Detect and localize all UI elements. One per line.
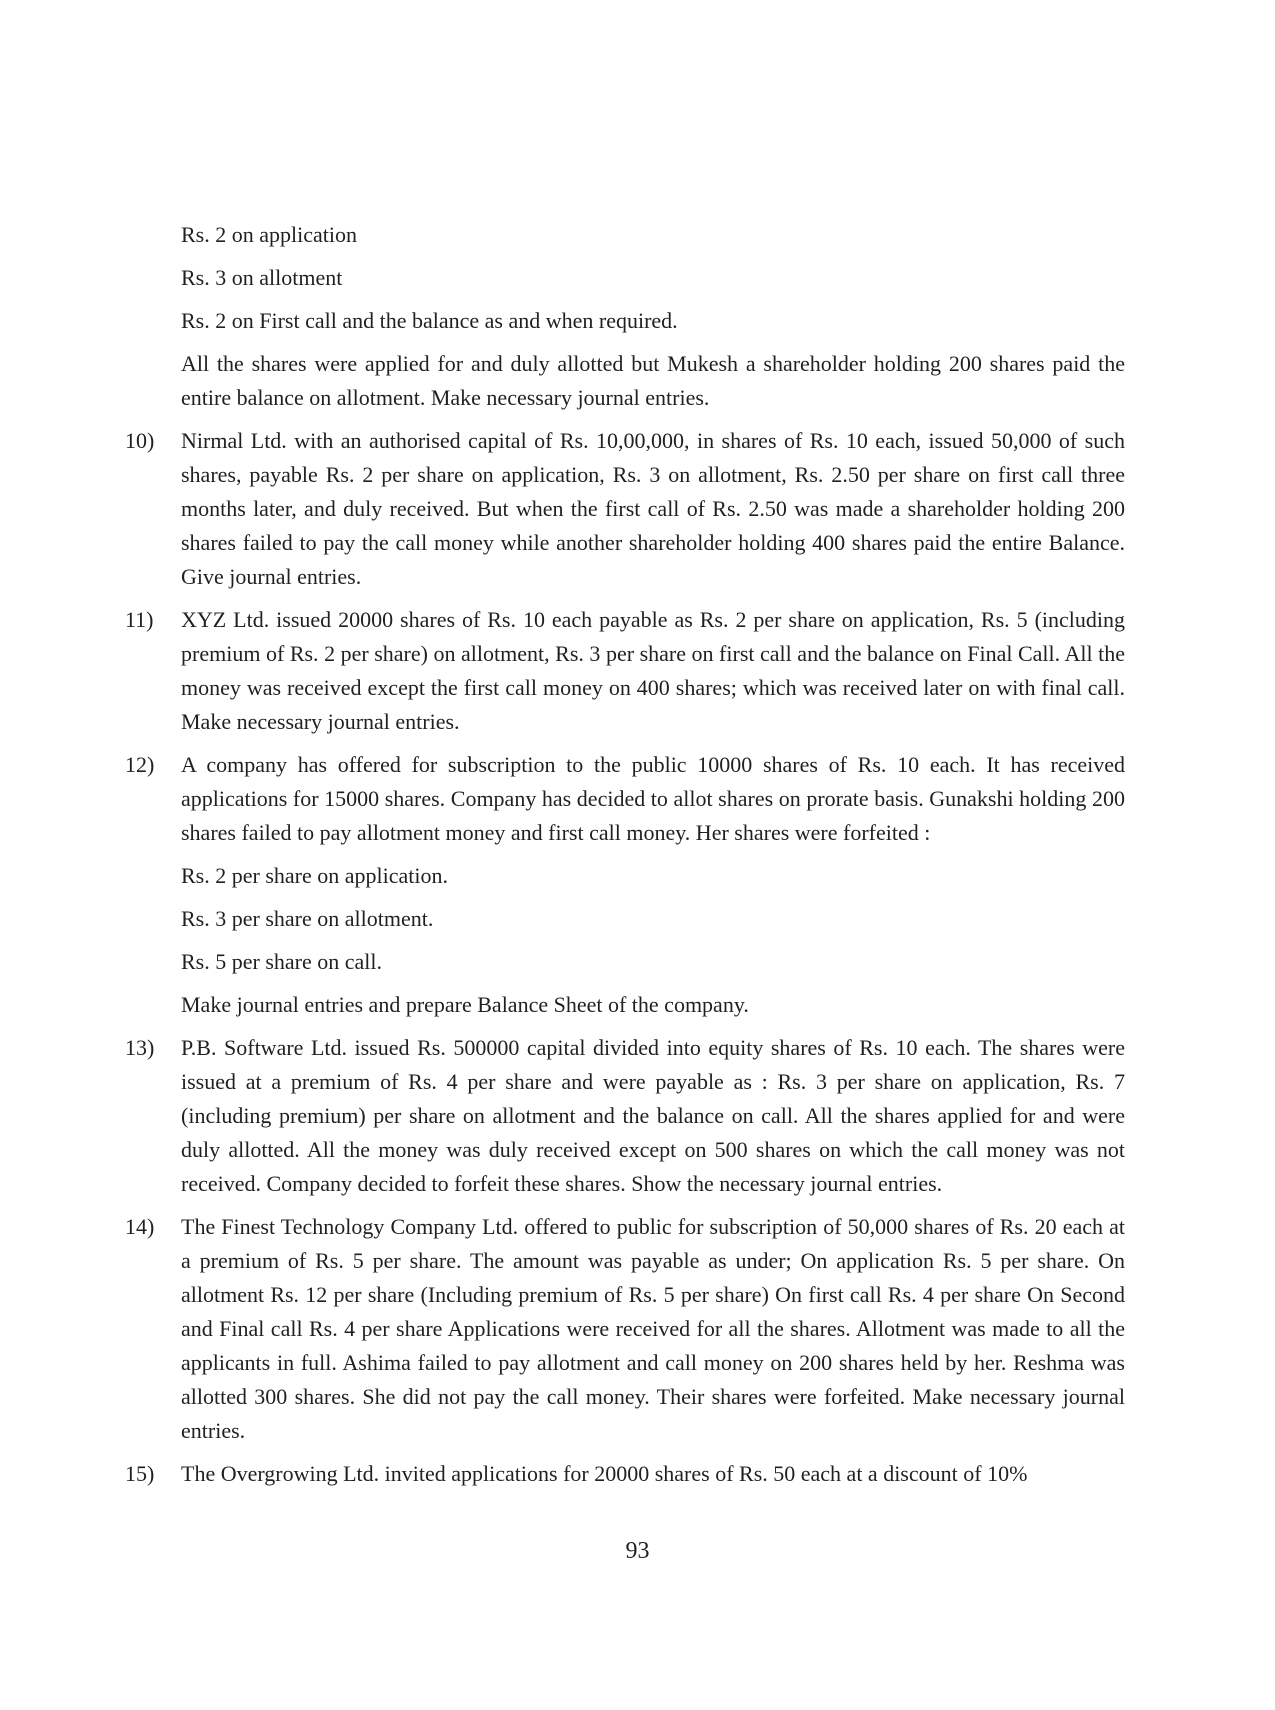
- question-12-subline: Make journal entries and prepare Balance Sheet of the company.: [181, 992, 749, 1017]
- continuation-line: Rs. 2 on application: [181, 222, 357, 247]
- question-10: [125, 424, 1125, 594]
- question-13: [125, 1031, 1125, 1201]
- question-text: The Finest Technology Company Ltd. offered to public for subscription of 50,000 shares of Rs. 20 each at a premium of Rs. 5 per share. The amount was payable as under; On application Rs. 5 per share. On allotment Rs. 12 per share (Including premium of Rs. 5 per share) On first call Rs. 4 per share On Second and Final call Rs. 4 per share Applications were received for all the shares. Allotment was made to all the applicants in full. Ashima failed to pay allotment and call money on 200 shares held by her. Reshma was allotted 300 shares. She did not pay the call money. Their shares were forfeited. Make necessary journal entries.: [181, 1214, 1125, 1443]
- question-15: [125, 1457, 1125, 1491]
- question-12-subline: Rs. 2 per share on application.: [181, 863, 448, 888]
- question-number: 14): [125, 1214, 155, 1239]
- question-number: 10): [125, 428, 155, 453]
- question-number: 11): [125, 607, 154, 632]
- continuation-line: Rs. 3 on allotment: [181, 265, 343, 290]
- page-number: 93: [625, 1538, 650, 1564]
- continuation-paragraph: All the shares were applied for and duly allotted but Mukesh a shareholder holding 200 shares paid the entire balance on allotment. Make necessary journal entries.: [181, 351, 1125, 410]
- question-12-subline: Rs. 3 per share on allotment.: [181, 906, 434, 931]
- question-number: 12): [125, 752, 155, 777]
- question-text: A company has offered for subscription to the public 10000 shares of Rs. 10 each. It has received applications for 15000 shares. Company has decided to allot shares on prorate basis. Gunakshi holding 200 shares failed to pay allotment money and first call money. Her shares were forfeited :: [181, 752, 1125, 845]
- question-text: P.B. Software Ltd. issued Rs. 500000 capital divided into equity shares of Rs. 10 each. The shares were issued at a premium of Rs. 4 per share and were payable as : Rs. 3 per share on application, Rs. 7 (including premium) per share on allotment and the balance on call. All the shares applied for and were duly allotted. All the money was duly received except on 500 shares on which the call money was not received. Company decided to forfeit these shares. Show the necessary journal entries.: [181, 1035, 1125, 1196]
- question-text: XYZ Ltd. issued 20000 shares of Rs. 10 each payable as Rs. 2 per share on application, Rs. 5 (including premium of Rs. 2 per share) on allotment, Rs. 3 per share on first call and the balance on Final Call. All the money was received except the first call money on 400 shares; which was received later on with final call. Make necessary journal entries.: [181, 607, 1125, 734]
- question-text: Nirmal Ltd. with an authorised capital of Rs. 10,00,000, in shares of Rs. 10 each, issued 50,000 of such shares, payable Rs. 2 per share on application, Rs. 3 on allotment, Rs. 2.50 per share on first call three months later, and duly received. But when the first call of Rs. 2.50 was made a shareholder holding 200 shares failed to pay the call money while another shareholder holding 400 shares paid the entire Balance. Give journal entries.: [181, 428, 1125, 589]
- question-14: [125, 1210, 1125, 1448]
- question-11: [125, 603, 1125, 739]
- question-number: 15): [125, 1461, 155, 1486]
- continuation-line: Rs. 2 on First call and the balance as and when required.: [181, 308, 678, 333]
- question-number: 13): [125, 1035, 155, 1060]
- page-content: [125, 218, 1125, 1500]
- question-12: [125, 748, 1125, 850]
- question-text: The Overgrowing Ltd. invited applications for 20000 shares of Rs. 50 each at a discount of 10%: [181, 1461, 1028, 1486]
- question-12-subline: Rs. 5 per share on call.: [181, 949, 382, 974]
